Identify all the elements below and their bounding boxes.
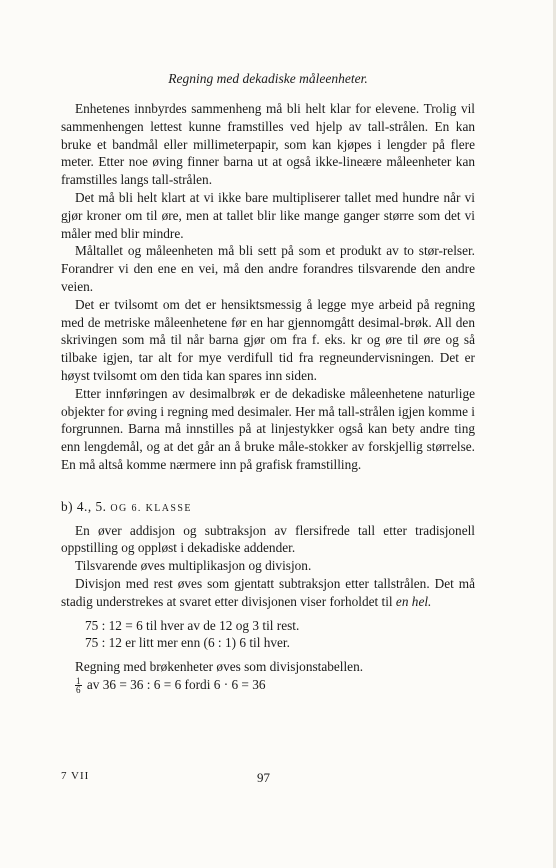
equation-1: 75 : 12 = 6 til hver av de 12 og 3 til rest.: [85, 617, 300, 633]
paragraph-1: Enhetenes innbyrdes sammenheng må bli helt klar for elevene. Trolig vil sammenhengen lettest kunne framstilles ved hjelp av tall-strålen. En kan bruke et bandmål eller millimeterpapir, som kan kjøpes i lengder på flere meter. Etter noe øving finner barna ut at også ikke-lineære måleenheter kan framstilles langs tall-strålen.: [61, 101, 475, 188]
paragraph-4: Det er tvilsomt om det er hensiktsmessig å legge mye arbeid på regning med de metriske måleenhetene før en har gjennomgått desimal-brøk. All den skrivingen som må til når barna gjør om fra f. eks. kr og øre til øre og så tilbake igjen, tar alt for mye verdifull tid fra regneundervisningen. Det er høyst tvilsomt om den tida kan spares inn siden.: [61, 296, 475, 383]
section-title-prefix: b) 4., 5.: [61, 498, 111, 514]
fraction-line-text: av 36 = 36 : 6 = 6 fordi 6 · 6 = 36: [86, 676, 266, 692]
section-title: [61, 498, 475, 518]
fraction-line: [61, 676, 475, 694]
equation-2: 75 : 12 er litt mer enn (6 : 1) 6 til hver.: [85, 635, 290, 651]
paragraph-2: Det må bli helt klart at vi ikke bare multipliserer tallet med hundre når vi gjør kroner om til øre, men at tallet blir like mange ganger større som det vi måler med blir mindre.: [61, 189, 475, 241]
section-title-smallcaps: OG 6. KLASSE: [110, 502, 192, 514]
fraction-numerator: 1: [76, 676, 81, 687]
paragraph-5: Etter innføringen av desimalbrøk er de dekadiske måleenhetene naturlige objekter for øving i regning med desimaler. Her må tall-strålen igjen komme i forgrunnen. Barna må innstilles på at linjestykker også kan bety andre ting enn lengdemål, og at det går an å bruke måle-stokker av forskjellig størrelse. En må altså komme nærmere inn på grafisk framstilling.: [61, 385, 475, 472]
page-heading: Regning med dekadiske måleenheter.: [168, 71, 368, 86]
page-number: 97: [257, 770, 270, 785]
page-footer: [61, 770, 475, 790]
paragraph-3: Måltallet og måleenheten må bli sett på som et produkt av to stør-relser. Forandrer vi den ene en vei, må den andre forandres tilsvarende den andre veien.: [61, 243, 475, 294]
fraction-denominator: 6: [76, 685, 81, 696]
section-paragraph-2: Tilsvarende øves multiplikasjon og divisjon.: [75, 558, 312, 574]
fraction-paragraph: Regning med brøkenheter øves som divisjonstabellen.: [75, 659, 364, 675]
fraction: [75, 677, 82, 694]
section-paragraph-3-text: Divisjon med rest øves som gjentatt subtraksjon etter tallstrålen. Det må stadig understrekes at svaret etter divisjonen viser forholdet til: [61, 575, 475, 609]
printer-signature: 7 VII: [61, 770, 90, 782]
section-paragraph-1: En øver addisjon og subtraksjon av flersifrede tall etter tradisjonell oppstilling og oppløst i dekadiske addender.: [61, 522, 475, 556]
section-paragraph-3-italic: en hel.: [395, 593, 432, 609]
page-body: [61, 70, 475, 694]
section-paragraph-3: [61, 575, 475, 611]
